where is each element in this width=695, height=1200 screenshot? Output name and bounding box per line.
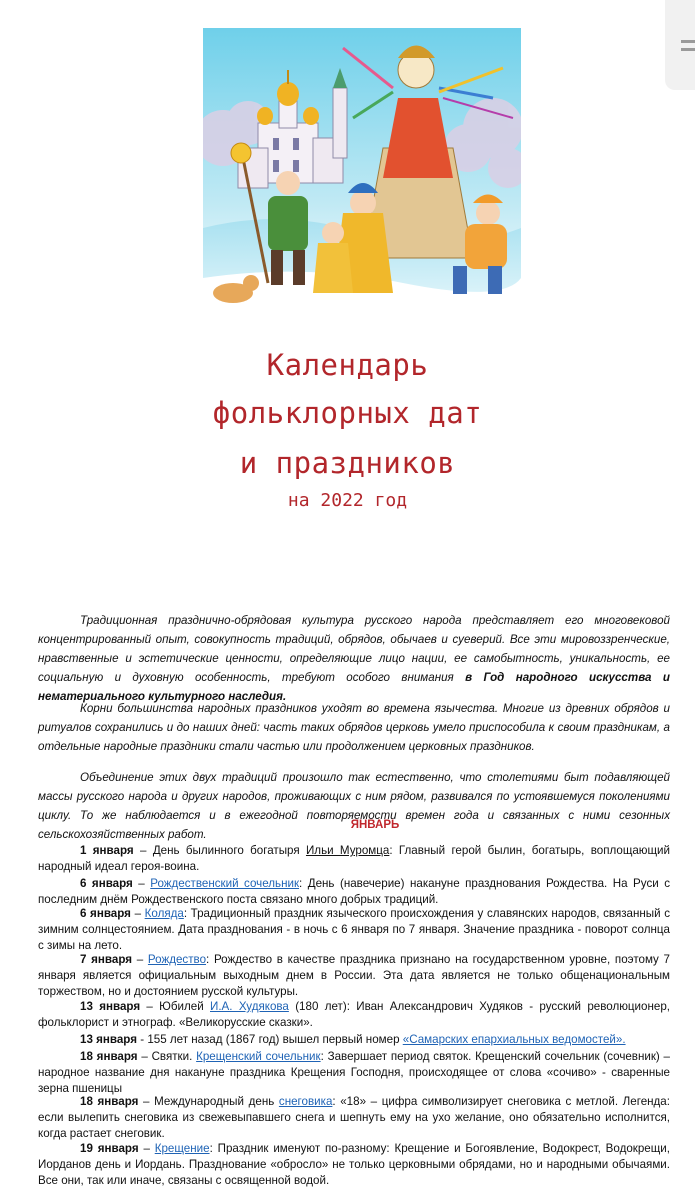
entry-text: : Традиционный праздник языческого происхождения у славянских народов, связанный с зимним солнцестоянием. Дата празднования - в ночь с 6 января по 7 января. Значение праздника - поворот солнца с зимы на лето.	[38, 907, 671, 952]
entry-link[interactable]: Рождество	[147, 953, 207, 966]
entry-prefix: –	[138, 1142, 155, 1155]
entry-link[interactable]: Крещение	[154, 1142, 210, 1155]
entry-link[interactable]: «Самарских епархиальных ведомостей».	[402, 1033, 626, 1046]
entry-date: 18 января	[80, 1095, 139, 1108]
entry-prefix: – День былинного богатыря	[133, 844, 306, 857]
entry-date: 13 января	[80, 1000, 141, 1013]
calendar-entry	[38, 1141, 670, 1189]
entry-prefix: –	[132, 953, 148, 966]
entry-link[interactable]: снеговика	[278, 1095, 333, 1108]
entry-link[interactable]: Коляда	[144, 907, 184, 920]
calendar-entry	[38, 1049, 670, 1097]
calendar-entry	[38, 876, 670, 908]
calendar-entry	[38, 1032, 670, 1048]
entry-prefix: –	[130, 907, 145, 920]
menu-icon-line	[681, 48, 695, 51]
entry-link[interactable]: Ильи Муромца	[305, 844, 390, 857]
entry-text: : Завершает период святок. Крещенский сочельник (сочевник) – народное название дня накануне праздника Крещения Господня, происходящее от слова «сочиво» - сваренные зерна пшеницы	[38, 1050, 670, 1095]
folk-festival-illustration	[203, 28, 521, 316]
calendar-entry	[38, 906, 670, 954]
entry-link[interactable]: Крещенский сочельник	[196, 1050, 321, 1063]
menu-icon[interactable]	[681, 40, 695, 43]
entry-date: 1 января	[80, 844, 134, 857]
entry-date: 7 января	[80, 953, 133, 966]
entry-prefix: - 155 лет назад (1867 год) вышел первый номер	[137, 1033, 403, 1046]
entry-date: 6 января	[80, 877, 133, 890]
entry-text: : «18» – цифра символизирует снеговика с метлой. Легенда: если вылепить снеговика из свежевыпавшего снега и шепнуть ему на ухо желание, оно обязательно исполнится, когда растает снеговик.	[38, 1095, 670, 1140]
page-title-line-3: и праздников	[239, 446, 456, 480]
intro-paragraph-1	[38, 611, 670, 706]
entry-text: : Праздник именуют по-разному: Крещение и Богоявление, Водокрест, Водокрещи, Иорданов день и Иордань. Празднование «обросло» не только церковными обрядами, но и народными обычаями. Все они, так или иначе, связаны с освященной водой.	[38, 1142, 670, 1187]
entry-link[interactable]: Рождественский сочельник	[150, 877, 300, 890]
page-title-line-1: Календарь	[266, 348, 429, 382]
calendar-entry	[38, 952, 670, 1000]
entry-date: 13 января	[80, 1033, 138, 1046]
entry-prefix: – Юбилей	[140, 1000, 210, 1013]
entry-link[interactable]: И.А. Худякова	[210, 1000, 289, 1013]
intro-paragraph-1-text: Традиционная празднично-обрядовая культура русского народа представляет его многовековой концентрированный опыт, совокупность традиций, обрядов, обычаев и суеверий. Все эти мировоззренческие, нравственные и эстетические ценности, определяющие лицо нации, ее самобытность, уникальность, ее социальную и духовную особенность, требуют особого внимания	[38, 614, 670, 684]
entry-text: : День (навечерие) накануне празднования Рождества. На Руси с последним днём Рождественского поста связано много добрых традиций.	[38, 877, 671, 906]
entry-date: 18 января	[80, 1050, 138, 1063]
calendar-entry	[38, 843, 670, 875]
entry-date: 19 января	[80, 1142, 139, 1155]
intro-paragraph-1-bold: в Год народного искусства и нематериального культурного наследия.	[38, 671, 670, 703]
page-subtitle: на 2022 год	[287, 490, 408, 511]
page-title-line-2: фольклорных дат	[212, 396, 483, 430]
entry-text: (180 лет): Иван Александрович Худяков - русский революционер, фольклорист и этнограф. «Великорусские сказки».	[38, 1000, 670, 1029]
entry-text: : Рождество в качестве праздника признано на государственном уровне, поэтому 7 января является официальным выходным днем в России. Эта дата является не только общенациональным торжеством, но и достоянием русской культуры.	[38, 953, 671, 998]
entry-text: : Главный герой былин, богатырь, воплощающий народный идеал героя-воина.	[38, 844, 670, 873]
side-menu-tab[interactable]	[665, 0, 695, 90]
month-heading: ЯНВАРЬ	[350, 819, 400, 831]
calendar-entry	[38, 1094, 670, 1142]
intro-paragraph-3: Объединение этих двух традиций произошло так естественно, что столетиями быт подавляющей массы русского народа и других народов, проживающих с ним рядом, развивался по устоявшемуся поколениями циклу. То же наблюдается и в ежегодной повторяемости времен года и связанных с ними сезонных сельскохозяйственных работ.	[38, 771, 670, 841]
entry-date: 6 января	[80, 907, 131, 920]
entry-prefix: – Международный день	[138, 1095, 279, 1108]
entry-prefix: –	[132, 877, 151, 890]
entry-prefix: – Святки.	[137, 1050, 197, 1063]
intro-paragraph-2: Корни большинства народных праздников уходят во времена язычества. Многие из древних обрядов и ритуалов сохранились и до наших дней: часть таких обрядов церковь умело приспособила к своим праздникам, а отдельные народные праздники стали частью или продолжением церковных праздников.	[38, 702, 670, 753]
calendar-entry	[38, 999, 670, 1031]
